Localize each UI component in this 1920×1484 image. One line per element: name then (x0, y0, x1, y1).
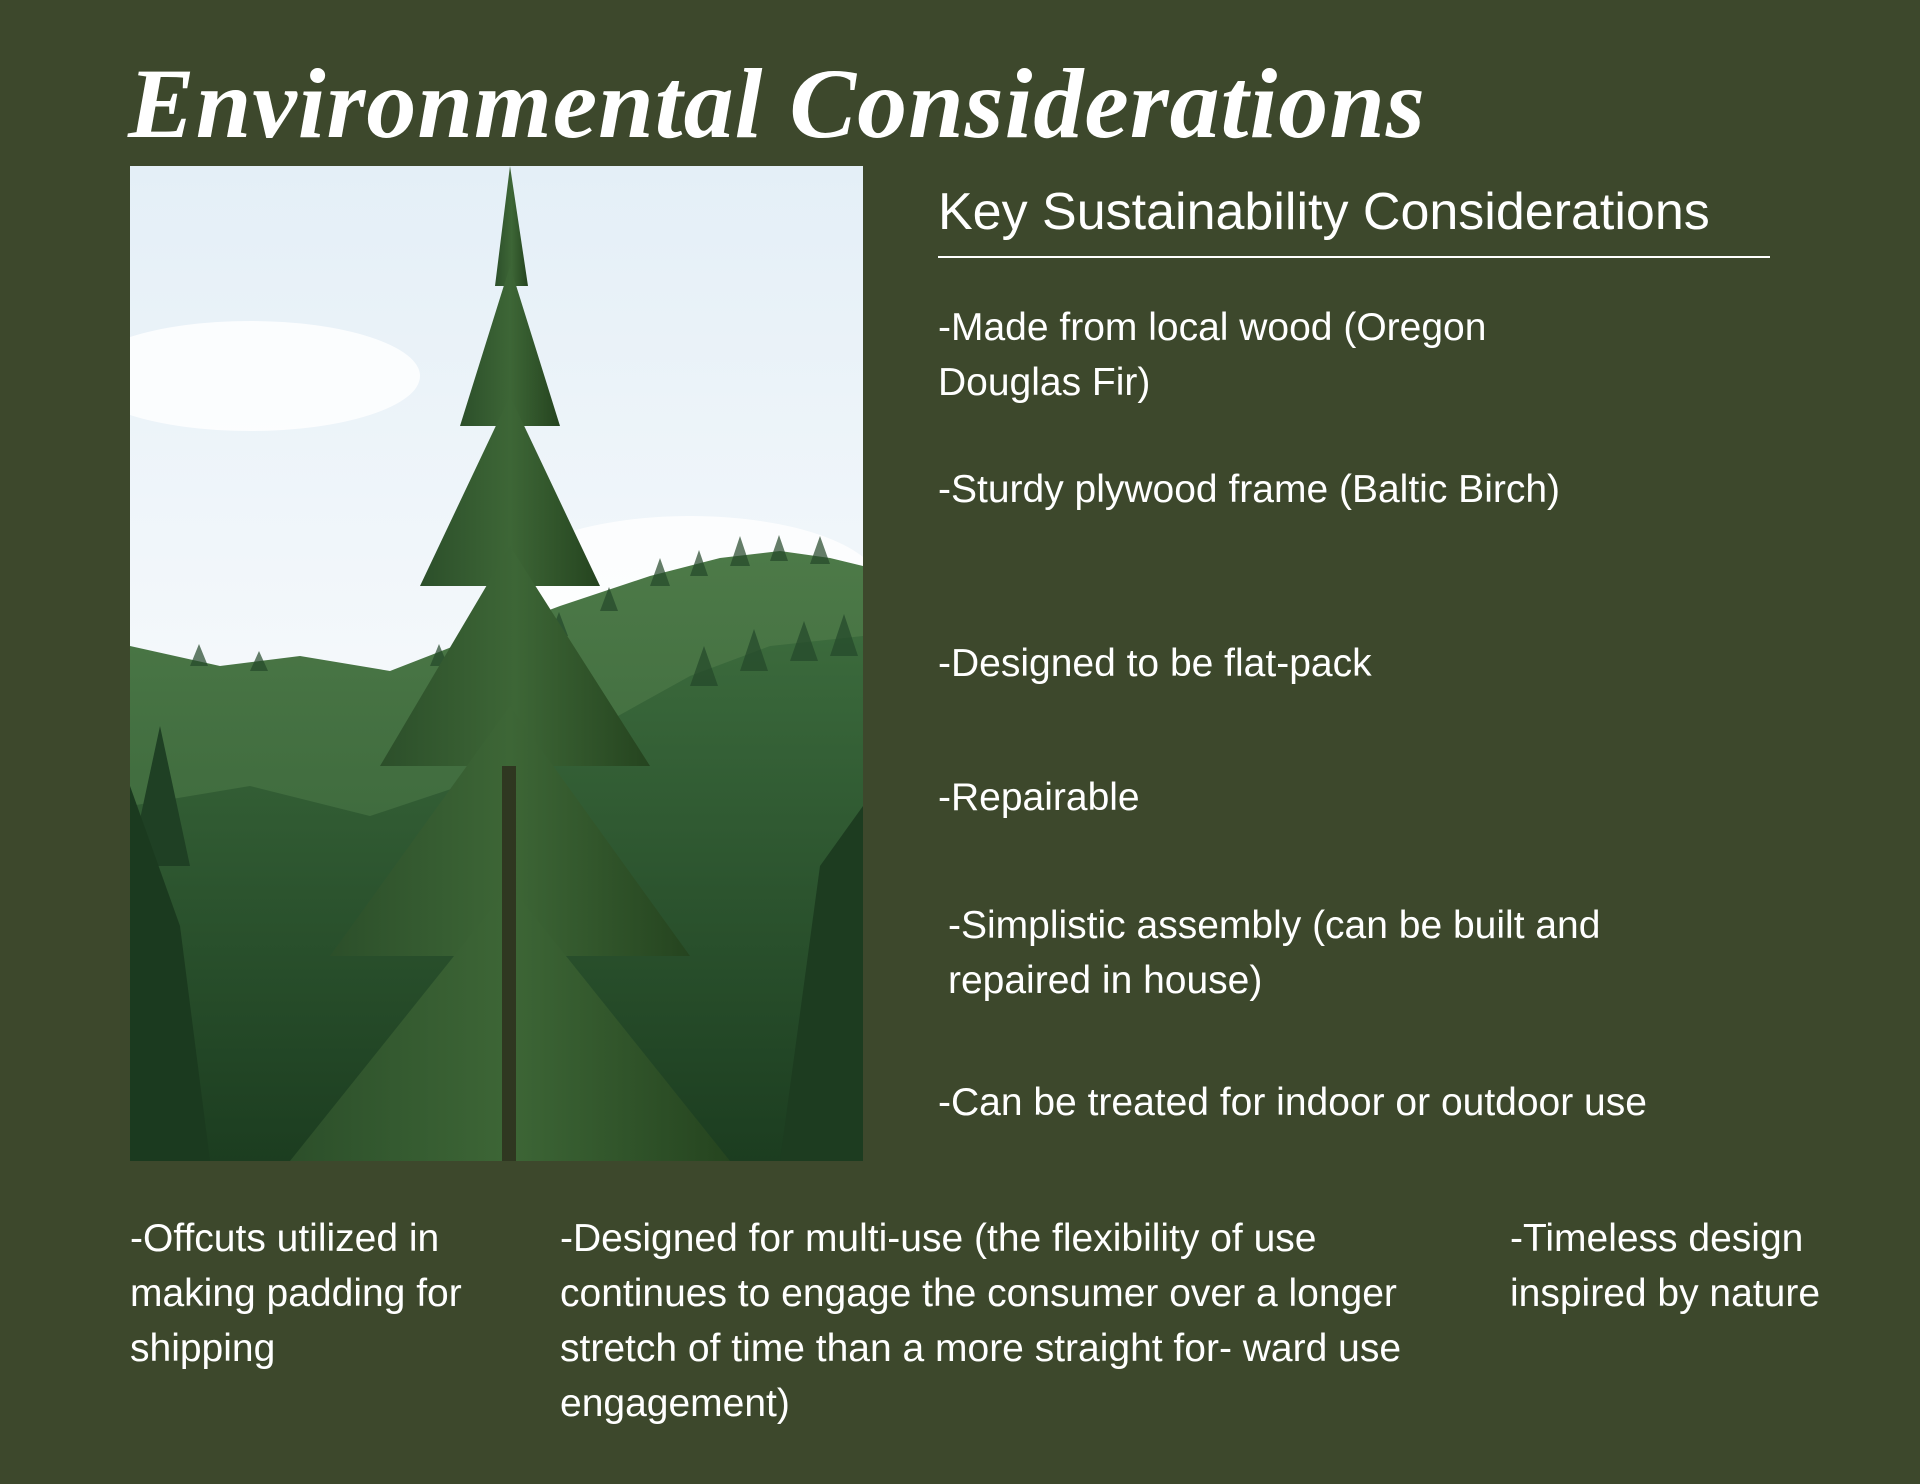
bottom-item-multi-use: -Designed for multi-use (the flexibility of use continues to engage the consumer over a longer stretch of time than a more straight for- ward use engagement) (560, 1217, 1402, 1425)
sustainability-item: -Can be treated for indoor or outdoor use (938, 1081, 1647, 1124)
sustainability-item: -Made from local wood (Oregon Douglas Fir) (938, 306, 1487, 404)
sustainability-item: -Repairable (938, 776, 1140, 819)
bottom-item-timeless: -Timeless design inspired by nature (1510, 1217, 1821, 1315)
section-heading: Key Sustainability Considerations (938, 180, 1770, 258)
sustainability-item: -Simplistic assembly (can be built and repaired in house) (948, 904, 1601, 1002)
bottom-item-offcuts: -Offcuts utilized in making padding for shipping (130, 1217, 462, 1370)
page-title: Environmental Considerations (128, 48, 1426, 159)
sustainability-item: -Sturdy plywood frame (Baltic Birch) (938, 468, 1561, 511)
douglas-fir-tree-photo (130, 166, 863, 1161)
sustainability-item: -Designed to be flat-pack (938, 642, 1372, 685)
